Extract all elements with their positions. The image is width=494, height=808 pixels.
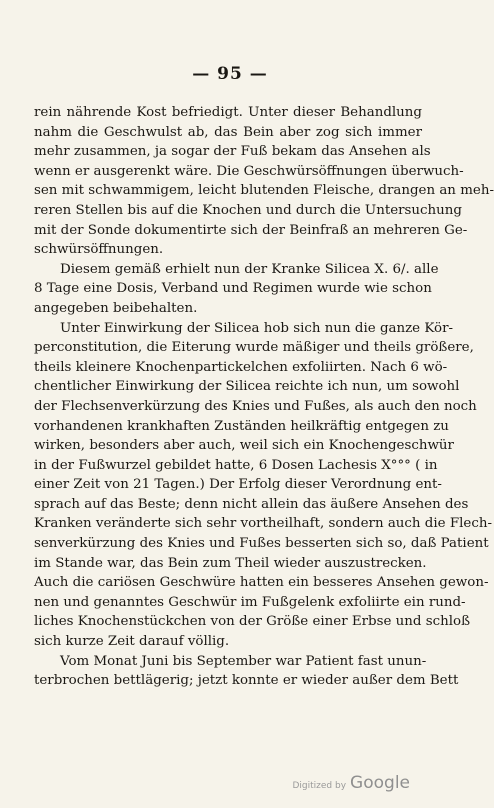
text-line: einer Zeit von 21 Tagen.) Der Erfolg dieser Verordnung ent- — [34, 477, 442, 493]
text-line: in der Fußwurzel gebildet hatte, 6 Dosen Lachesis X°°° ( in — [34, 457, 438, 473]
text-line: nahm die Geschwulst ab, das Bein aber zog sich immer — [34, 124, 422, 140]
text-line: sprach auf das Beste; denn nicht allein das äußere Ansehen des — [34, 496, 469, 512]
text-line: sich kurze Zeit darauf völlig. — [34, 634, 230, 650]
page-number: — 95 — — [192, 64, 268, 84]
text-line: Kranken veränderte sich sehr vortheilhaft, sondern auch die Flech- — [34, 516, 492, 532]
text-line: Diesem gemäß erhielt nun der Kranke Silicea X. 6/. alle — [60, 261, 439, 277]
text-line: chentlicher Einwirkung der Silicea reichte ich nun, um sowohl — [34, 379, 460, 395]
google-logo-text: Google — [350, 773, 410, 793]
text-line: terbrochen bettlägerig; jetzt konnte er wieder außer dem Bett — [34, 673, 459, 689]
text-line: nen und genanntes Geschwür im Fußgelenk exfoliirte ein rund- — [34, 594, 466, 610]
text-line: senverkürzung des Knies und Fußes besserten sich so, daß Patient — [34, 536, 489, 552]
digitized-by-label: Digitized by — [292, 781, 347, 791]
text-line: im Stande war, das Bein zum Theil wieder auszustrecken. — [34, 555, 427, 571]
text-line: Vom Monat Juni bis September war Patient fast unun- — [60, 653, 427, 669]
digitization-watermark — [292, 773, 410, 793]
text-line: 8 Tage eine Dosis, Verband und Regimen wurde wie schon — [34, 281, 432, 297]
text-line: mehr zusammen, ja sogar der Fuß bekam das Ansehen als — [34, 144, 431, 160]
body-text — [34, 103, 494, 691]
text-line: perconstitution, die Eiterung wurde mäßiger und theils größere, — [34, 340, 474, 356]
text-line: wenn er ausgerenkt wäre. Die Geschwürsöffnungen überwuch- — [34, 163, 464, 179]
text-line: der Flechsenverkürzung des Knies und Fußes, als auch den noch — [34, 398, 477, 414]
text-line: angegeben beibehalten. — [34, 300, 198, 316]
text-line: Auch die cariösen Geschwüre hatten ein besseres Ansehen gewon- — [34, 575, 489, 591]
text-line: Unter Einwirkung der Silicea hob sich nun die ganze Kör- — [60, 320, 453, 336]
text-line: theils kleinere Knochenpartickelchen exfoliirten. Nach 6 wö- — [34, 359, 448, 375]
text-line: reren Stellen bis auf die Knochen und durch die Untersuchung — [34, 202, 462, 218]
text-line: rein nährende Kost befriedigt. Unter dieser Behandlung — [34, 105, 422, 120]
text-line: sen mit schwammigem, leicht blutenden Fleische, drangen an meh- — [34, 183, 494, 199]
text-line: schwürsöffnungen. — [34, 242, 164, 258]
text-line: liches Knochenstückchen von der Größe einer Erbse und schloß — [34, 614, 471, 630]
text-line: vorhandenen krankhaften Zuständen heilkräftig entgegen zu — [34, 418, 449, 434]
text-line: wirken, besonders aber auch, weil sich ein Knochengeschwür — [34, 438, 454, 454]
text-line: mit der Sonde dokumentirte sich der Beinfraß an mehreren Ge- — [34, 222, 468, 238]
